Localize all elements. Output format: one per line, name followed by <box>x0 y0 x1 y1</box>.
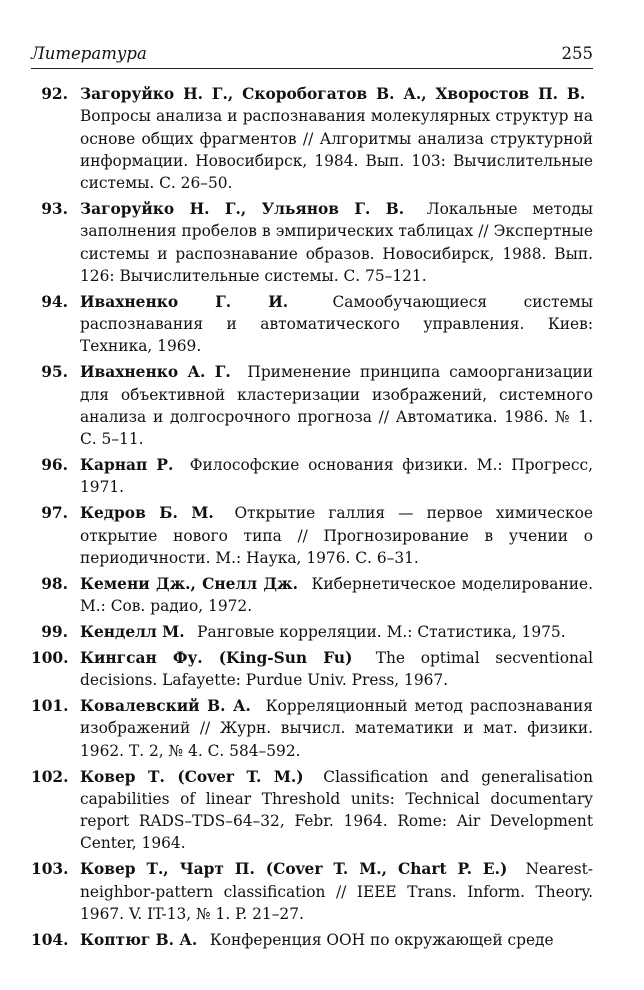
reference-authors: Кемени Дж., Снелл Дж. <box>80 574 306 593</box>
reference-authors: Ковер Т., Чарт П. (Cover T. M., Chart P. E.) <box>80 860 515 879</box>
reference-item <box>31 929 593 951</box>
reference-number: 98. <box>41 574 68 593</box>
reference-authors: Ивахненко А. Г. <box>80 363 239 382</box>
reference-item <box>31 83 593 194</box>
reference-number: 96. <box>41 456 68 475</box>
reference-authors: Кенделл М. <box>80 622 193 641</box>
reference-list <box>31 83 593 951</box>
reference-number: 97. <box>41 504 68 523</box>
reference-text: Самообучающиеся системы распознавания и автоматического управления. Киев: Техника, 1969. <box>80 292 593 356</box>
reference-text: Nearest-neighbor-pattern classification // IEEE Trans. Inform. Theory. 1967. V. IT-13, № 1. P. 21–27. <box>80 860 593 923</box>
reference-number: 100. <box>31 648 69 667</box>
reference-text: Вопросы анализа и распознавания молекулярных структур на основе общих фрагментов // Алгоритмы анализа структурной информации. Новосибирск, 1984. Вып. 103: Вычислительные системы. С. 26–50. <box>80 107 593 193</box>
reference-authors: Кингсан Фу. (King-Sun Fu) <box>80 648 361 667</box>
reference-number: 104. <box>31 930 69 949</box>
reference-number: 92. <box>41 85 68 103</box>
reference-item <box>31 766 593 855</box>
reference-text: The optimal secventional decisions. Lafayette: Purdue Univ. Press, 1967. <box>80 648 593 690</box>
reference-text: Открытие галлия — первое химическое открытие нового типа // Прогнозирование в учении о периодичности. М.: Наука, 1976. С. 6–31. <box>80 504 593 567</box>
reference-text: Конференция ООН по окружающей среде <box>209 930 554 949</box>
reference-text: Кибернетическое моделирование. М.: Сов. радио, 1972. <box>80 574 593 616</box>
reference-item <box>31 291 593 358</box>
reference-item <box>31 573 593 618</box>
reference-text: Classification and generalisation capabilities of linear Threshold units: Technical documentary report RADS–TDS–64–32, Febr. 1964. Rome: Air Development Center, 1964. <box>80 767 593 853</box>
reference-number: 102. <box>31 767 69 786</box>
reference-item <box>31 454 593 499</box>
reference-text: Локальные методы заполнения пробелов в эмпирических таблицах // Экспертные системы и распознавание образов. Новосибирск, 1988. Вып. 126: Вычислительные системы. С. 75–121. <box>80 200 593 285</box>
page-number: 255 <box>561 44 593 63</box>
reference-text: Применение принципа самоорганизации для объективной кластеризации изображений, системного анализа и долгосрочного прогноза // Автоматика. 1986. № 1. С. 5–11. <box>80 363 593 449</box>
reference-number: 103. <box>31 860 69 879</box>
reference-item <box>31 695 593 762</box>
reference-authors: Ковалевский В. А. <box>80 697 259 716</box>
running-head <box>31 44 593 69</box>
reference-authors: Загоруйко Н. Г., Скоробогатов В. А., Хворостов П. В. <box>80 85 593 103</box>
reference-item <box>31 502 593 569</box>
running-head-title: Литература <box>31 44 147 63</box>
reference-text: Философские основания физики. М.: Прогресс, 1971. <box>80 456 593 497</box>
book-page <box>31 44 593 984</box>
reference-authors: Кедров Б. М. <box>80 504 222 523</box>
reference-item <box>31 361 593 450</box>
reference-text: Ранговые корреляции. М.: Статистика, 1975. <box>197 622 566 641</box>
reference-number: 101. <box>31 697 69 716</box>
reference-item <box>31 621 593 643</box>
reference-number: 94. <box>41 292 68 311</box>
reference-item <box>31 858 593 925</box>
reference-item <box>31 647 593 692</box>
reference-authors: Коптюг В. А. <box>80 930 205 949</box>
reference-authors: Карнап Р. <box>80 456 182 475</box>
reference-item <box>31 198 593 287</box>
reference-number: 93. <box>41 200 68 219</box>
reference-number: 95. <box>41 363 68 382</box>
reference-number: 99. <box>41 622 68 641</box>
reference-authors: Ковер Т. (Cover T. M.) <box>80 767 312 786</box>
reference-authors: Загоруйко Н. Г., Ульянов Г. В. <box>80 200 412 219</box>
reference-text: Корреляционный метод распознавания изображений // Журн. вычисл. математики и мат. физики. 1962. Т. 2, № 4. С. 584–592. <box>80 697 593 760</box>
reference-authors: Ивахненко Г. И. <box>80 292 296 311</box>
